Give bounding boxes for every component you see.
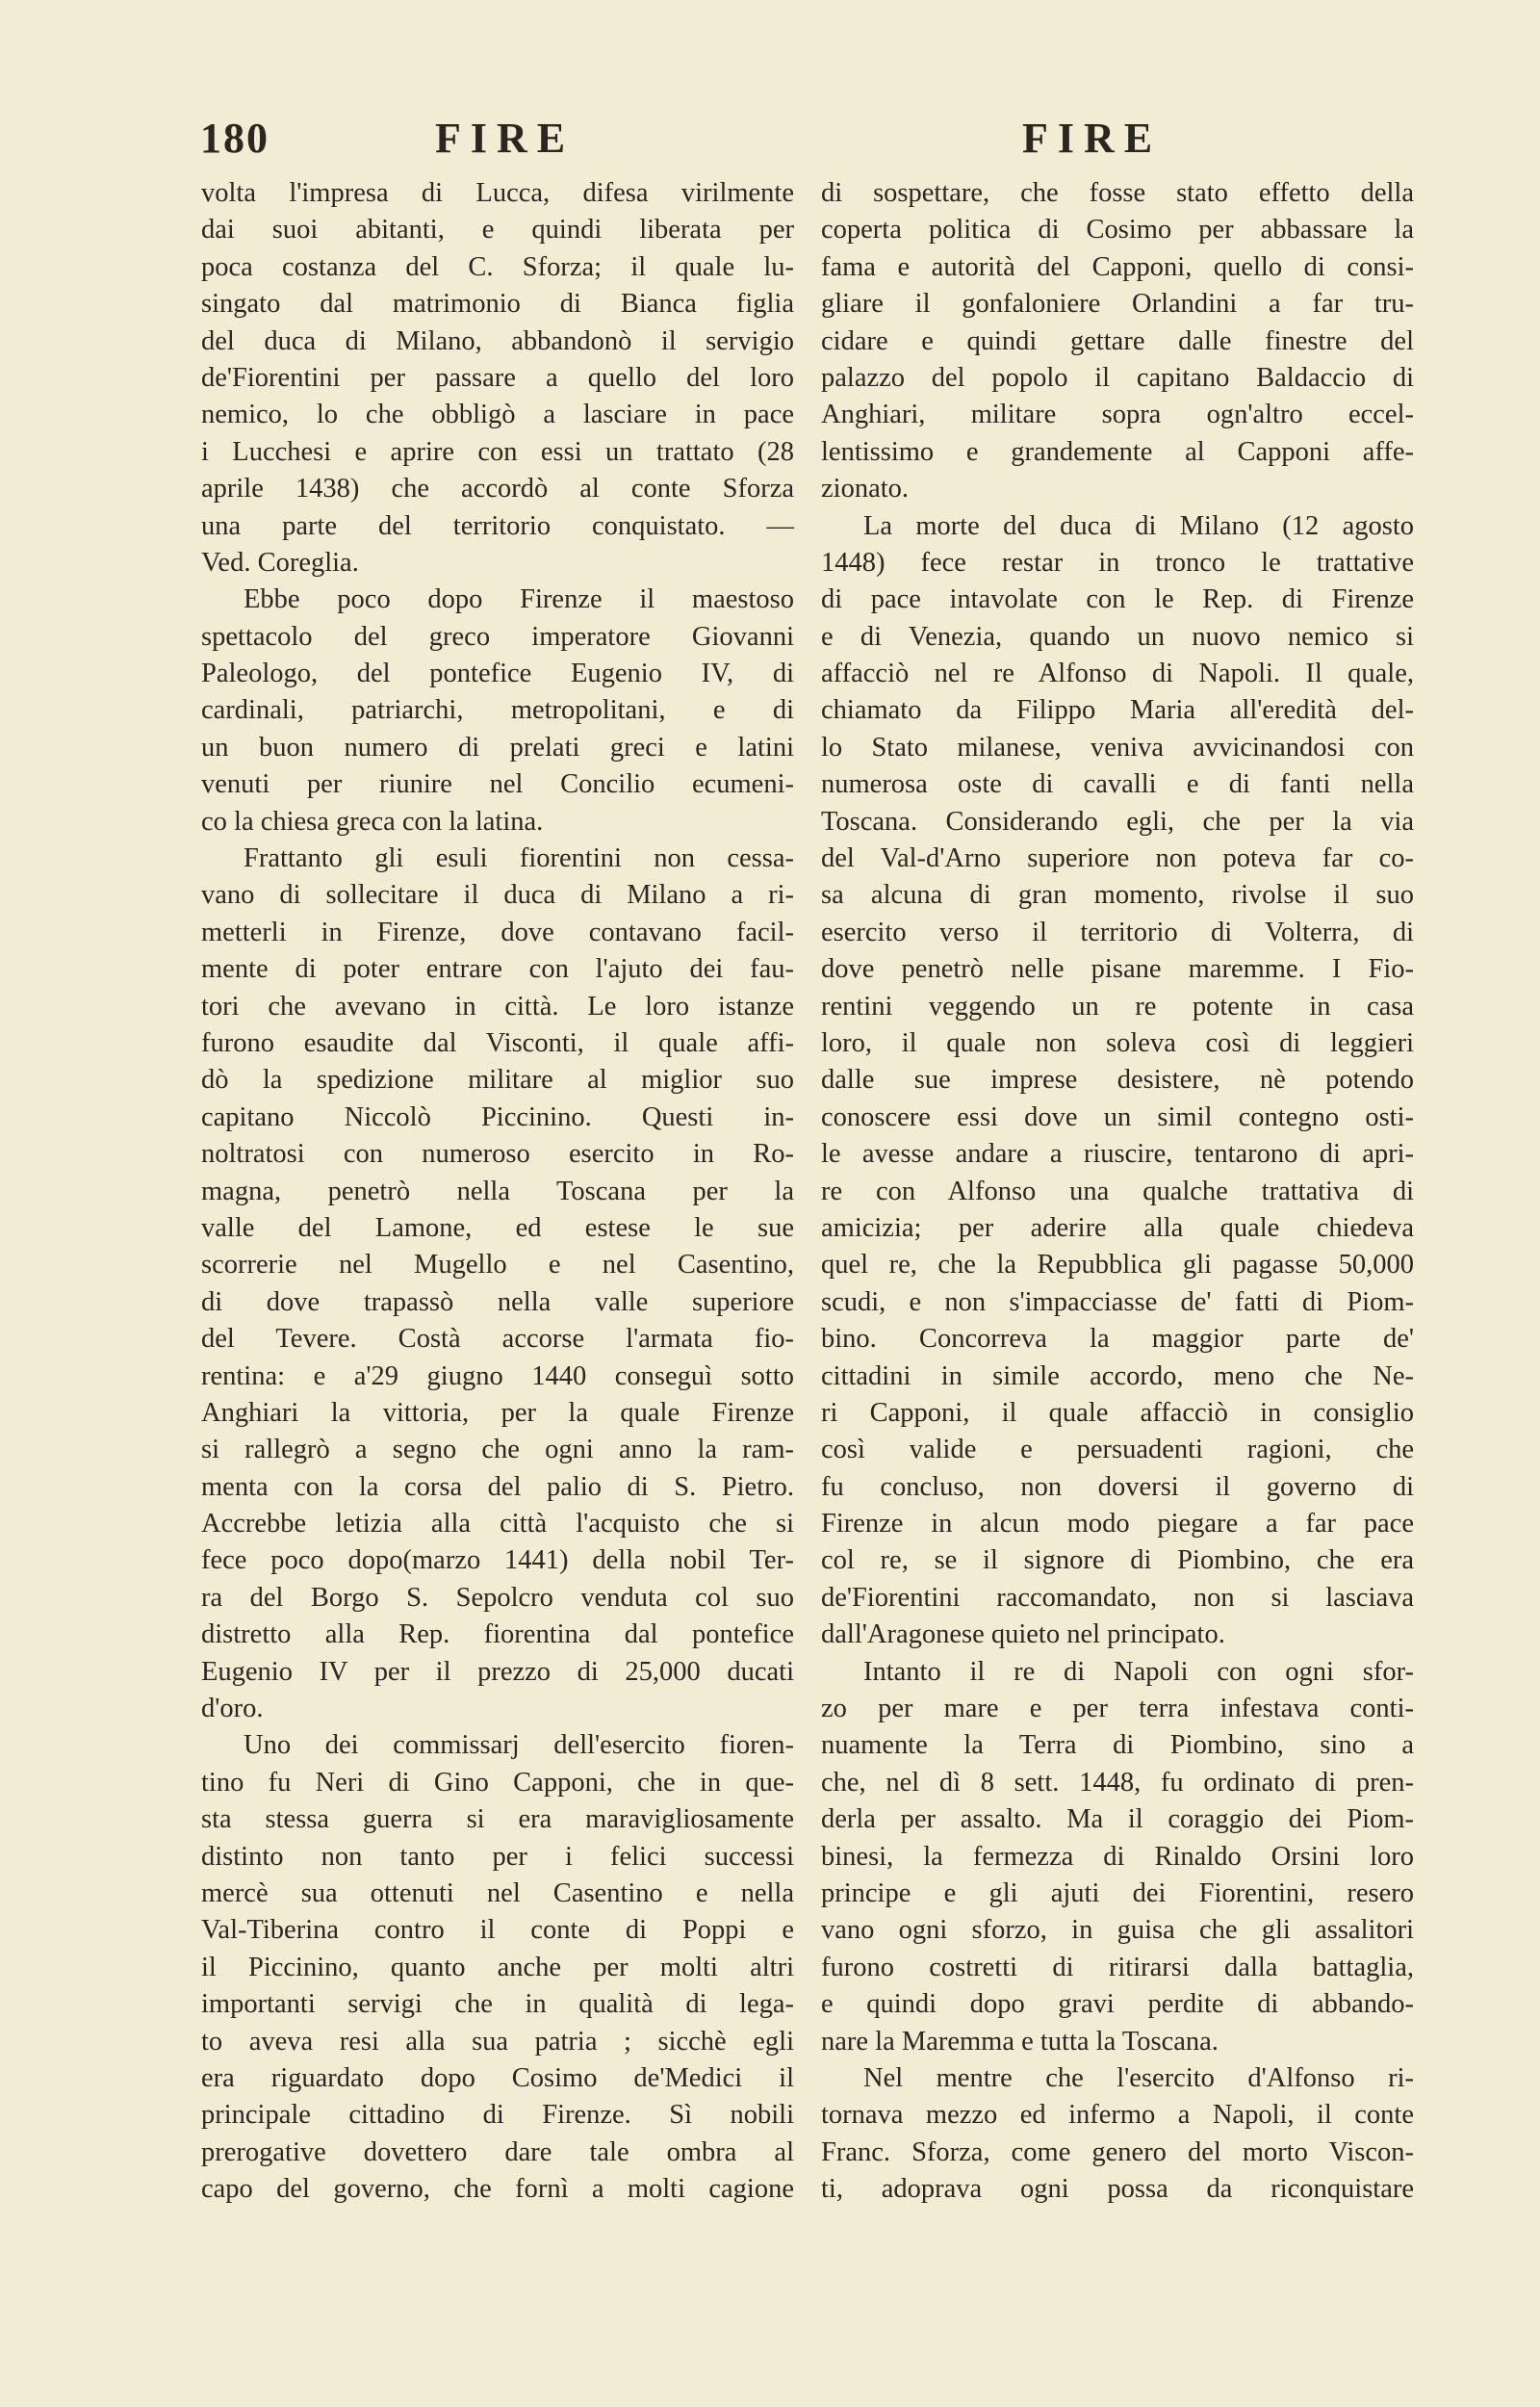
text-line: zionato. — [821, 474, 910, 505]
text-line: rentina: e a'29 giugno 1440 conseguì sotto — [201, 1360, 794, 1391]
text-line: zo per mare e per terra infestava conti- — [821, 1694, 1414, 1724]
left-column — [201, 175, 794, 2208]
text-line: d'oro. — [201, 1694, 264, 1724]
text-line: sta stessa guerra si era maravigliosamente — [201, 1804, 794, 1835]
text-line: derla per assalto. Ma il coraggio dei Piom- — [821, 1804, 1414, 1835]
text-line: singato dal matrimonio di Bianca figlia — [201, 289, 794, 320]
text-line: coperta politica di Cosimo per abbassare la — [821, 215, 1414, 246]
text-line: Accrebbe letizia alla città l'acquisto che si — [201, 1509, 794, 1540]
text-line: vano di sollecitare il duca di Milano a ri- — [201, 880, 794, 911]
text-line: Val-Tiberina contro il conte di Poppi e — [201, 1915, 794, 1946]
text-line: noltratosi con numeroso esercito in Ro- — [201, 1139, 794, 1170]
text-line: bino. Concorreva la maggior parte de' — [821, 1324, 1414, 1355]
text-line: cardinali, patriarchi, metropolitani, e di — [201, 695, 794, 726]
text-line: nare la Maremma e tutta la Toscana. — [821, 2026, 1219, 2057]
paragraph — [201, 175, 794, 582]
text-line: to aveva resi alla sua patria ; sicchè egli — [201, 2026, 794, 2057]
text-line: conoscere essi dove un simil contegno osti- — [821, 1101, 1414, 1132]
text-line: tornava mezzo ed infermo a Napoli, il conte — [821, 2100, 1414, 2131]
text-line: ra del Borgo S. Sepolcro venduta col suo — [201, 1582, 794, 1613]
text-line: distinto non tanto per i felici successi — [201, 1841, 794, 1872]
text-line: prerogative dovettero dare tale ombra al — [201, 2136, 794, 2167]
text-line: venuti per riunire nel Concilio ecumeni- — [201, 769, 794, 800]
text-line: nemico, lo che obbligò a lasciare in pace — [201, 400, 794, 430]
text-line: il Piccinino, quanto anche per molti altri — [201, 1952, 794, 1982]
text-line: sa alcuna di gran momento, rivolse il suo — [821, 880, 1414, 911]
text-line: spettacolo del greco imperatore Giovanni — [201, 621, 794, 652]
paragraph — [821, 2060, 1414, 2209]
text-line: ti, adoprava ogni possa da riconquistare — [821, 2174, 1414, 2205]
text-line: 1448) fece restar in tronco le trattative — [821, 547, 1414, 578]
text-line: Intanto il re di Napoli con ogni sfor- — [863, 1656, 1414, 1687]
text-line: cidare e quindi gettare dalle finestre del — [821, 325, 1414, 356]
text-line: gliare il gonfaloniere Orlandini a far tru- — [821, 289, 1414, 320]
text-line: aprile 1438) che accordò al conte Sforza — [201, 474, 794, 505]
text-line: mente di poter entrare con l'ajuto dei fau- — [201, 954, 794, 985]
text-line: i Lucchesi e aprire con essi un trattato (28 — [201, 436, 794, 467]
text-line: affacciò nel re Alfonso di Napoli. Il quale, — [821, 659, 1414, 689]
text-line: capitano Niccolò Piccinino. Questi in- — [201, 1101, 794, 1132]
text-line: principe e gli ajuti dei Fiorentini, resero — [821, 1877, 1414, 1908]
text-line: ri Capponi, il quale affacciò in consiglio — [821, 1397, 1414, 1428]
text-line: furono esaudite dal Visconti, il quale affi- — [201, 1027, 794, 1058]
text-line: de'Fiorentini raccomandato, non si lasciava — [821, 1582, 1414, 1613]
text-line: fama e autorità del Capponi, quello di consi- — [821, 251, 1414, 282]
text-line: rentini veggendo un re potente in casa — [821, 991, 1414, 1022]
text-line: si rallegrò a segno che ogni anno la ram- — [201, 1435, 794, 1465]
text-line: di dove trapassò nella valle superiore — [201, 1286, 794, 1317]
text-line: Franc. Sforza, come genero del morto Viscon- — [821, 2136, 1414, 2167]
running-head-left: FIRE — [435, 115, 576, 162]
running-head-right: FIRE — [1022, 115, 1163, 162]
text-line: dai suoi abitanti, e quindi liberata per — [201, 215, 794, 246]
text-line: e quindi dopo gravi perdite di abbando- — [821, 1989, 1414, 2020]
text-line: re con Alfonso una qualche trattativa di — [821, 1176, 1414, 1206]
text-line: La morte del duca di Milano (12 agosto — [863, 510, 1414, 541]
text-line: dò la spedizione militare al miglior suo — [201, 1065, 794, 1096]
text-line: Paleologo, del pontefice Eugenio IV, di — [201, 659, 794, 689]
text-line: Firenze in alcun modo piegare a far pace — [821, 1509, 1414, 1540]
text-line: valle del Lamone, ed estese le sue — [201, 1212, 794, 1243]
text-line: Toscana. Considerando egli, che per la via — [821, 806, 1414, 837]
text-line: scorrerie nel Mugello e nel Casentino, — [201, 1250, 794, 1281]
text-line: principale cittadino di Firenze. Sì nobili — [201, 2100, 794, 2131]
text-line: capo del governo, che fornì a molti cagione — [201, 2174, 794, 2205]
text-line: magna, penetrò nella Toscana per la — [201, 1176, 794, 1206]
text-line: e di Venezia, quando un nuovo nemico si — [821, 621, 1414, 652]
text-line: una parte del territorio conquistato. — — [201, 510, 794, 541]
text-line: Anghiari, militare sopra ogn'altro eccel- — [821, 400, 1414, 430]
text-line: di sospettare, che fosse stato effetto della — [821, 178, 1414, 208]
text-line: de'Fiorentini per passare a quello del loro — [201, 362, 794, 393]
text-line: dalle sue imprese desistere, nè potendo — [821, 1065, 1414, 1096]
text-line: co la chiesa greca con la latina. — [201, 806, 544, 837]
text-line: Eugenio IV per il prezzo di 25,000 ducati — [201, 1656, 794, 1687]
page-number: 180 — [200, 115, 270, 162]
text-line: cittadini in simile accordo, meno che Ne- — [821, 1360, 1414, 1391]
text-line: un buon numero di prelati greci e latini — [201, 732, 794, 763]
text-line: così valide e persuadenti ragioni, che — [821, 1435, 1414, 1465]
text-line: esercito verso il territorio di Volterra, di — [821, 917, 1414, 947]
text-line: metterli in Firenze, dove contavano facil- — [201, 917, 794, 947]
text-line: tino fu Neri di Gino Capponi, che in que- — [201, 1767, 794, 1798]
paragraph — [201, 582, 794, 841]
text-line: che, nel dì 8 sett. 1448, fu ordinato di pren- — [821, 1767, 1414, 1798]
text-line: binesi, la fermezza di Rinaldo Orsini loro — [821, 1841, 1414, 1872]
paragraph — [821, 1654, 1414, 2060]
text-line: lo Stato milanese, veniva avvicinandosi con — [821, 732, 1414, 763]
text-line: del Val-d'Arno superiore non poteva far co- — [821, 843, 1414, 874]
text-line: palazzo del popolo il capitano Baldaccio di — [821, 362, 1414, 393]
right-column — [821, 175, 1414, 2208]
text-line: col re, se il signore di Piombino, che era — [821, 1545, 1414, 1576]
text-line: numerosa oste di cavalli e di fanti nella — [821, 769, 1414, 800]
text-line: del duca di Milano, abbandonò il servigio — [201, 325, 794, 356]
text-line: di pace intavolate con le Rep. di Firenze — [821, 584, 1414, 615]
paragraph — [821, 175, 1414, 508]
paragraph — [201, 841, 794, 1727]
text-line: Ebbe poco dopo Firenze il maestoso — [244, 584, 794, 615]
text-line: importanti servigi che in qualità di lega- — [201, 1989, 794, 2020]
text-line: le avesse andare a riuscire, tentarono di apri- — [821, 1139, 1414, 1170]
text-line: era riguardato dopo Cosimo de'Medici il — [201, 2062, 794, 2093]
text-line: loro, il quale non soleva così di leggieri — [821, 1027, 1414, 1058]
text-line: fu concluso, non doversi il governo di — [821, 1471, 1414, 1502]
text-line: Nel mentre che l'esercito d'Alfonso ri- — [863, 2062, 1414, 2093]
text-line: dove penetrò nelle pisane maremme. I Fio- — [821, 954, 1414, 985]
text-line: furono costretti di ritirarsi dalla battaglia, — [821, 1952, 1414, 1982]
text-line: volta l'impresa di Lucca, difesa virilmente — [201, 178, 794, 208]
text-line: nuamente la Terra di Piombino, sino a — [821, 1730, 1414, 1761]
text-line: tori che avevano in città. Le loro istanze — [201, 991, 794, 1022]
text-line: distretto alla Rep. fiorentina dal pontefice — [201, 1619, 794, 1650]
text-line: Ved. Coreglia. — [201, 547, 359, 578]
paragraph — [821, 508, 1414, 1654]
text-line: amicizia; per aderire alla quale chiedeva — [821, 1212, 1414, 1243]
text-line: dall'Aragonese quieto nel principato. — [821, 1619, 1225, 1650]
text-line: mercè sua ottenuti nel Casentino e nella — [201, 1877, 794, 1908]
text-line: Anghiari la vittoria, per la quale Firenze — [201, 1397, 794, 1428]
text-line: poca costanza del C. Sforza; il quale lu- — [201, 251, 794, 282]
text-line: Uno dei commissarj dell'esercito fioren- — [244, 1730, 794, 1761]
text-line: Frattanto gli esuli fiorentini non cessa- — [244, 843, 794, 874]
text-line: del Tevere. Costà accorse l'armata fio- — [201, 1324, 794, 1355]
text-line: fece poco dopo(marzo 1441) della nobil Ter- — [201, 1545, 794, 1576]
text-line: menta con la corsa del palio di S. Pietro. — [201, 1471, 794, 1502]
text-line: lentissimo e grandemente al Capponi affe- — [821, 436, 1414, 467]
text-line: quel re, che la Repubblica gli pagasse 50,000 — [821, 1250, 1414, 1281]
paragraph — [201, 1727, 794, 2208]
text-line: chiamato da Filippo Maria all'eredità del- — [821, 695, 1414, 726]
text-line: scudi, e non s'impacciasse de' fatti di Piom- — [821, 1286, 1414, 1317]
text-line: vano ogni sforzo, in guisa che gli assalitori — [821, 1915, 1414, 1946]
